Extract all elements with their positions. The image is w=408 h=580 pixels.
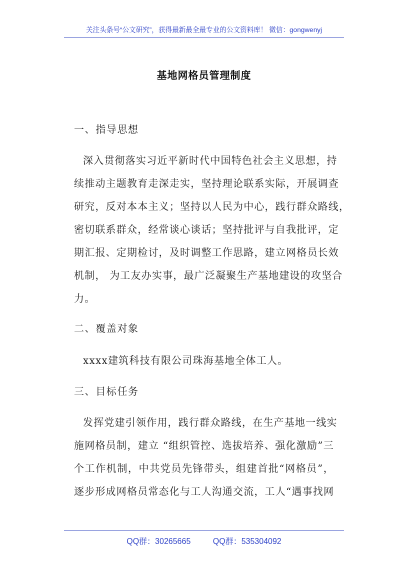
paragraph-line: 续推动主题教育走深走实，坚持理论联系实际，开展调查	[74, 179, 339, 190]
paragraph-line: 期汇报、定期检讨，及时调整工作思路，建立网格员长效	[74, 248, 339, 259]
document-title: 基地网格员管理制度	[156, 71, 252, 82]
footer-qq-group-2: QQ群：535304092	[212, 537, 282, 546]
paragraph-line: 深入贯彻落实习近平新时代中国特色社会主义思想，持	[83, 156, 338, 167]
header-divider	[64, 37, 344, 38]
header-promo-note: 关注头条号“公文研究”，获得最新最全最专业的公文资料库！ 微信：gongwenyj	[85, 27, 323, 34]
paragraph-line: 力。	[74, 294, 96, 305]
paragraph-line: xxxx建筑科技有限公司珠海基地全体工人。	[83, 356, 289, 367]
footer-qq-group-1: QQ群：30265665	[126, 537, 191, 546]
paragraph-line: 个工作机制，中共党员先锋带头，组建首批“网格员”，	[74, 464, 334, 475]
section-heading-goals: 三、目标任务	[74, 387, 139, 398]
paragraph-line: 研究，反对本本主义；坚持以人民为中心，践行群众路线，	[74, 202, 350, 213]
footer-divider	[64, 530, 344, 531]
section-heading-coverage: 二、覆盖对象	[74, 324, 139, 335]
paragraph-line: 逐步形成网格员常态化与工人沟通交流，工人“遇事找网	[74, 487, 335, 498]
paragraph-line: 发挥党建引领作用，践行群众路线，在生产基地一线实	[83, 418, 338, 429]
footer-contact	[0, 536, 408, 547]
paragraph-line: 施网格员制，建立 “组织管控、选拔培养、强化激励”三	[74, 441, 334, 452]
paragraph-line: 机制， 为工友办实事，最广泛凝聚生产基地建设的攻坚合	[74, 271, 343, 282]
paragraph-line: 密切联系群众，经常谈心谈话；坚持批评与自我批评，定	[74, 225, 339, 236]
section-heading-guiding-ideology: 一、指导思想	[74, 125, 139, 136]
